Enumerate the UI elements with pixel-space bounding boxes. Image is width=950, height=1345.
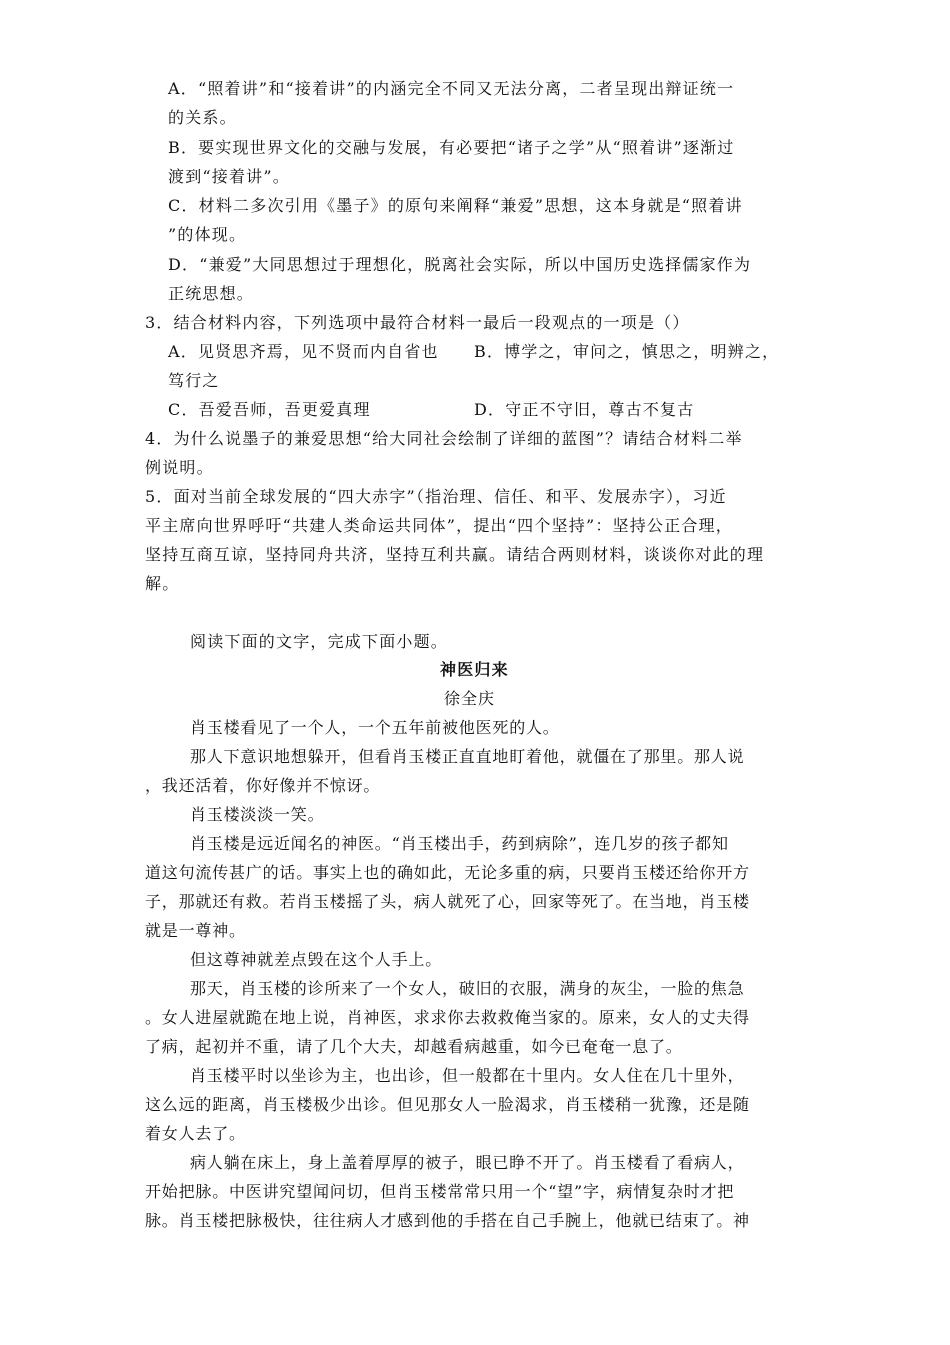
story-paragraph-4-line-4: 就是一尊神。: [145, 921, 246, 940]
story-paragraph-6-line-1: 那天，肖玉楼的诊所来了一个女人，破旧的衣服，满身的灰尘，一脸的焦急: [190, 979, 745, 998]
story-paragraph-8-line-3: 脉。肖玉楼把脉极快，往往病人才感到他的手搭在自己手腕上，他就已结束了。神: [145, 1211, 750, 1230]
q3-option-a: A．见贤思齐焉，见不贤而内自省也: [168, 342, 439, 361]
q5-line-1: 5．面对当前全球发展的“四大赤字”（指治理、信任、和平、发展赤字），习近: [145, 487, 727, 506]
q2-option-c-line-2: ”的体现。: [168, 225, 247, 244]
story-paragraph-6-line-3: 了病，起初并不重，请了几个大夫，却越看病越重，如今已奄奄一息了。: [145, 1037, 683, 1056]
story-paragraph-7-line-2: 这么远的距离，肖玉楼极少出诊。但见那女人一脸渴求，肖玉楼稍一犹豫，还是随: [145, 1095, 750, 1114]
story-paragraph-8-line-1: 病人躺在床上，身上盖着厚厚的被子，眼已睁不开了。肖玉楼看了看病人，: [190, 1153, 745, 1172]
q3-option-d: D．守正不守旧，尊古不复古: [474, 400, 695, 419]
q2-option-b-line-2: 渡到“接着讲”。: [168, 167, 290, 186]
story-title: 神医归来: [440, 660, 509, 679]
q5-line-3: 坚持互商互谅，坚持同舟共济，坚持互利共赢。请结合两则材料，谈谈你对此的理: [145, 545, 765, 564]
story-paragraph-2-line-1: 那人下意识地想躲开，但看肖玉楼正直直地盯着他，就僵在了那里。那人说: [190, 747, 745, 766]
q2-option-a-line-1: A．“照着讲”和“接着讲”的内涵完全不同又无法分离，二者呈现出辩证统一: [168, 79, 735, 98]
story-paragraph-2-line-2: ，我还活着，你好像并不惊讶。: [145, 776, 381, 795]
story-author: 徐全庆: [444, 689, 496, 708]
story-paragraph-8-line-2: 开始把脉。中医讲究望闻问切，但肖玉楼常常只用一个“望”字，病情复杂时才把: [145, 1182, 735, 1201]
story-paragraph-7-line-1: 肖玉楼平时以坐诊为主，也出诊，但一般都在十里内。女人住在几十里外，: [190, 1066, 745, 1085]
reading-instruction: 阅读下面的文字，完成下面小题。: [190, 632, 449, 651]
q4-line-1: 4．为什么说墨子的兼爱思想“给大同社会绘制了详细的蓝图”？请结合材料二举: [145, 429, 743, 448]
q3-stem: 3．结合材料内容，下列选项中最符合材料一最后一段观点的一项是（）: [145, 313, 690, 332]
q3-option-b-line-1: B．博学之，审问之，慎思之，明辨之，: [474, 342, 780, 361]
story-paragraph-4-line-1: 肖玉楼是远近闻名的神医。“肖玉楼出手，药到病除”，连几岁的孩子都知: [190, 834, 729, 853]
q2-option-c-line-1: C．材料二多次引用《墨子》的原句来阐释“兼爱”思想，这本身就是“照着讲: [168, 196, 743, 215]
story-paragraph-3: 肖玉楼淡淡一笑。: [190, 805, 325, 824]
story-paragraph-1: 肖玉楼看见了一个人，一个五年前被他医死的人。: [190, 718, 560, 737]
q2-option-b-line-1: B．要实现世界文化的交融与发展，有必要把“诸子之学”从“照着讲”逐渐过: [168, 138, 735, 157]
q5-line-4: 解。: [145, 574, 180, 593]
q3-option-c: C．吾爱吾师，吾更爱真理: [168, 400, 371, 419]
story-paragraph-6-line-2: 。女人进屋就跪在地上说，肖神医，求求你去救救俺当家的。原来，女人的丈夫得: [145, 1008, 750, 1027]
story-paragraph-5: 但这尊神就差点毁在这个人手上。: [190, 950, 443, 969]
story-paragraph-7-line-3: 着女人去了。: [145, 1124, 246, 1143]
q2-option-d-line-1: D．“兼爱”大同思想过于理想化，脱离社会实际，所以中国历史选择儒家作为: [168, 255, 752, 274]
q4-line-2: 例说明。: [145, 458, 214, 477]
story-paragraph-4-line-3: 子，那就还有救。若肖玉楼摇了头，病人就死了心，回家等死了。在当地，肖玉楼: [145, 892, 750, 911]
q3-option-b-line-2: 笃行之: [168, 371, 220, 390]
q2-option-d-line-2: 正统思想。: [168, 284, 255, 303]
story-paragraph-4-line-2: 道这句流传甚广的话。事实上也的确如此，无论多重的病，只要肖玉楼还给你开方: [145, 863, 750, 882]
q5-line-2: 平主席向世界呼吁“共建人类命运共同体”，提出“四个坚持”：坚持公正合理，: [145, 516, 733, 535]
q2-option-a-line-2: 的关系。: [168, 108, 237, 127]
